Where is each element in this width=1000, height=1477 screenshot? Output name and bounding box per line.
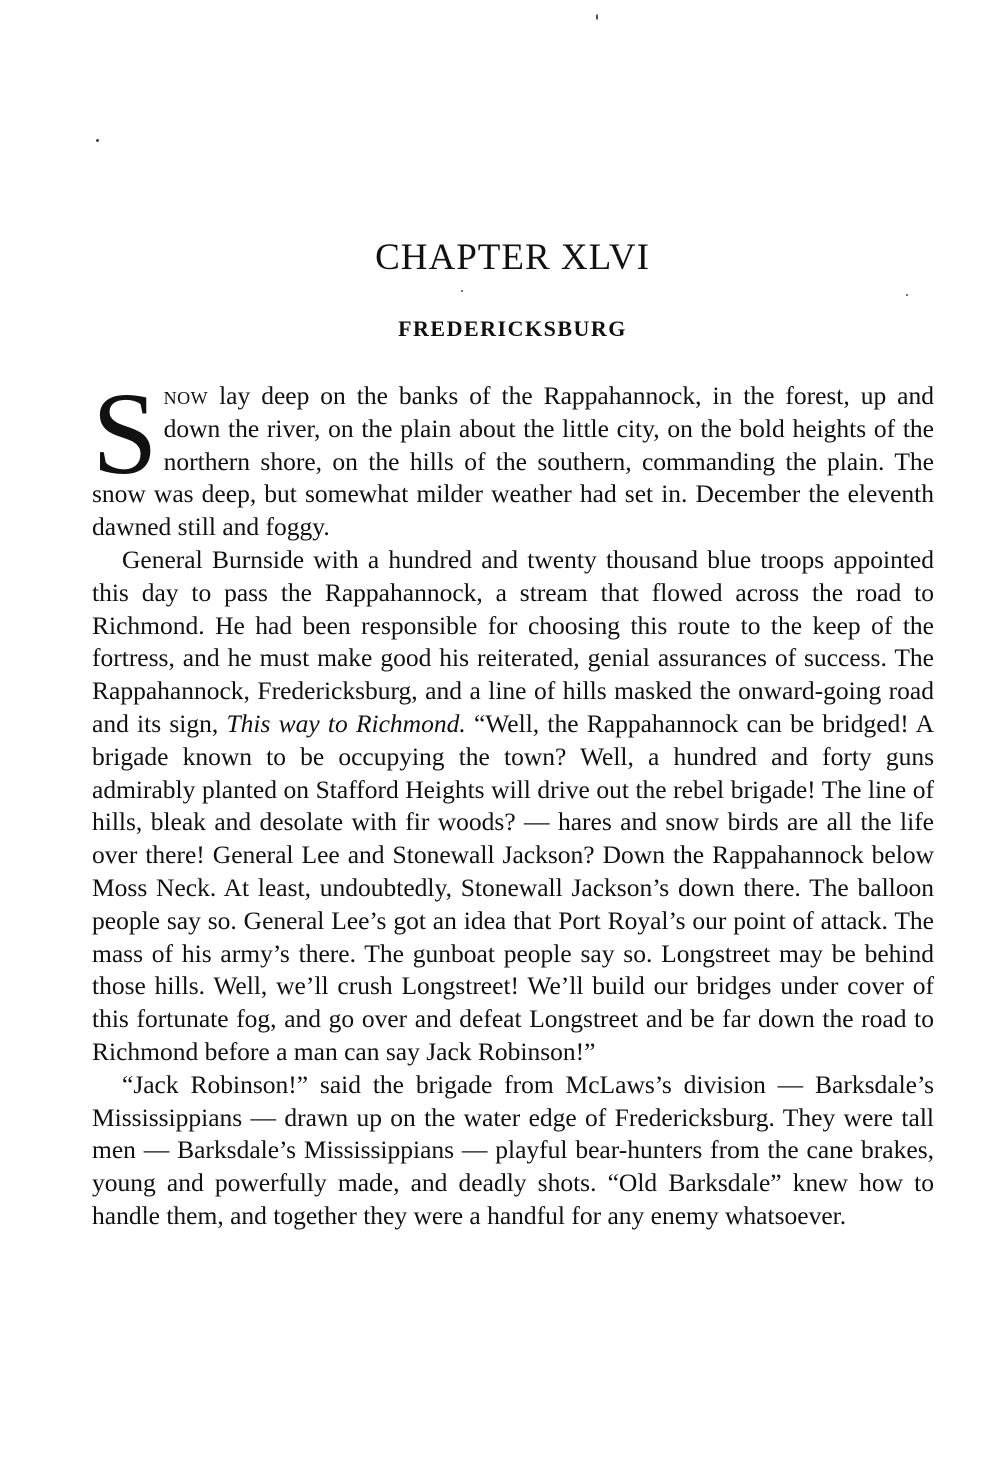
scan-speck	[906, 294, 908, 296]
chapter-body	[92, 368, 934, 1233]
paragraph-1	[92, 368, 934, 544]
paragraph-2	[92, 544, 934, 1069]
paragraph-text: “Jack Robinson!” said the brigade from McLaws’s division — Barksdale’s Mississippians — drawn up on the water edge of Fredericksburg. They were tall men — Barksdale’s Mississippians — playful bear-hunters from the cane brakes, young and powerfully made, and deadly shots. “Old Barksdale” knew how to handle them, and together they were a handful for any enemy whatsoever.	[92, 1069, 934, 1230]
paragraph-3	[92, 1069, 934, 1233]
chapter-heading: CHAPTER XLVI	[375, 237, 650, 278]
scan-speck	[96, 139, 99, 142]
scan-speck	[461, 290, 463, 292]
drop-cap: S	[92, 368, 158, 499]
chapter-subtitle: FREDERICKSBURG	[398, 316, 627, 341]
paragraph-text: “Well, the Rappahannock can be bridged! A brigade known to be occupying the town? Well, a hundred and forty guns admirably planted on Stafford Heights will drive out the rebel brigade! The line of hills, bleak and desolate with fir woods? — hares and snow birds are all the life over there! General Lee and Stonewall Jackson? Down the Rappahannock below Moss Neck. At least, undoubtedly, Stonewall Jackson’s down there. The balloon people say so. General Lee’s got an idea that Port Royal’s our point of attack. The mass of his army’s there. The gunboat people say so. Longstreet may be behind those hills. Well, we’ll crush Longstreet! We’ll build our bridges under cover of this fortunate fog, and go over and defeat Longstreet and be far down the road to Richmond before a man can say Jack Robinson!”	[92, 708, 934, 1066]
scan-speck	[596, 14, 598, 20]
lead-word: now	[163, 381, 209, 410]
paragraph-text: lay deep on the banks of the Rappahannock, in the forest, up and down the river, on the plain about the little city, on the bold heights of the northern shore, on the hills of the southern, commanding the plain. The snow was deep, but somewhat milder weather had set in. December the eleventh dawned still and foggy.	[92, 381, 934, 542]
paragraph-text: General Burnside with a hundred and twenty thousand blue troops appointed this day to pass the Rappahannock, a stream that flowed across the road to Richmond. He had been responsible for choosing this route to the keep of the fortress, and he must make good his reiterated, genial assurances of success. The Rappahannock, Fredericksburg, and a line of hills masked the onward-going road and its sign,	[92, 544, 934, 738]
italic-sign-text: This way to Richmond.	[226, 708, 466, 738]
